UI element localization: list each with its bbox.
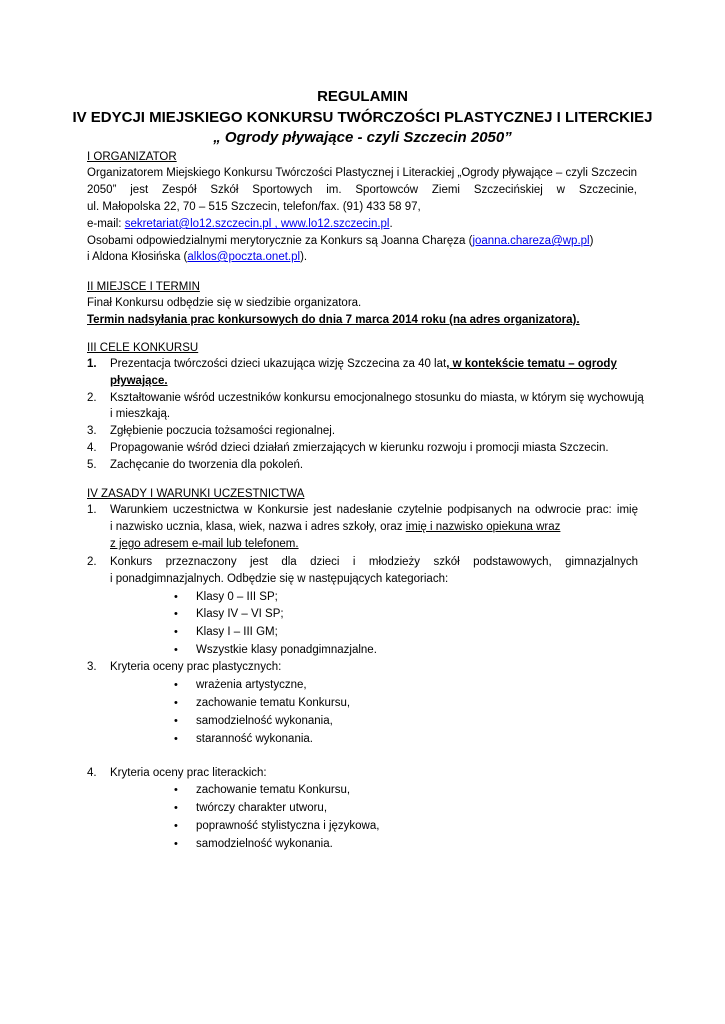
organizer-address: ul. Małopolska 22, 70 – 515 Szczecin, telefon/fax. (91) 433 58 97, <box>87 201 421 213</box>
rule-number: 1. <box>87 504 97 516</box>
rule-1-line-2 <box>110 519 638 536</box>
section-heading-place-date: II MIEJSCE I TERMIN <box>87 281 200 293</box>
category-item: Klasy 0 – III SP; <box>196 591 278 603</box>
category-item: Klasy IV – VI SP; <box>196 608 284 620</box>
organizer-line-1: Organizatorem Miejskiego Konkursu Twórczości Plastycznej i Literackiej „Ogrody pływające – czyli Szczecin <box>87 167 638 179</box>
document-title: REGULAMIN <box>317 88 408 105</box>
goal-number: 2. <box>87 392 97 404</box>
goal-item-4: Propagowanie wśród dzieci działań zmierzających w kierunku rozwoju i promocji miasta Szczecin. <box>110 442 609 454</box>
chareza-email-link[interactable]: joanna.chareza@wp.pl <box>472 235 590 247</box>
goal-item-2: Kształtowanie wśród uczestników konkursu emocjonalnego stosunku do miasta, w którym się wychowują <box>110 392 644 404</box>
rule-1-guardian: imię i nazwisko opiekuna wraz <box>405 521 561 533</box>
goal-1-emphasis: , w kontekście tematu – ogrody <box>446 358 617 370</box>
bullet-dot: • <box>174 733 178 745</box>
rule-3-heading: Kryteria oceny prac plastycznych: <box>110 661 282 673</box>
goal-number: 3. <box>87 425 97 437</box>
bullet-dot: • <box>174 838 178 850</box>
rule-1-text: i nazwisko ucznia, klasa, wiek, nazwa i adres szkoły, oraz <box>110 521 406 533</box>
section-heading-rules: IV ZASADY I WARUNKI UCZESTNICTWA <box>87 488 305 500</box>
email-suffix: . <box>389 218 393 230</box>
rule-2-line-1: Konkurs przeznaczony jest dla dzieci i młodzieży szkół podstawowych, gimnazjalnych <box>110 556 638 568</box>
goal-item-1 <box>110 356 638 373</box>
document-subtitle: IV EDYCJI MIEJSKIEGO KONKURSU TWÓRCZOŚCI PLASTYCZNEJ I LITERCKIEJ <box>72 109 653 126</box>
responsible-persons-line <box>87 233 593 250</box>
organizer-line-2: 2050” jest Zespół Szkół Sportowych im. Sportowców Ziemi Szczecińskiej w Szczecinie, <box>87 184 637 196</box>
section-heading-goals: III CELE KONKURSU <box>87 342 199 354</box>
bullet-dot: • <box>174 644 178 656</box>
final-location: Finał Konkursu odbędzie się w siedzibie organizatora. <box>87 297 362 309</box>
goal-item-3: Zgłębienie poczucia tożsamości regionalnej. <box>110 425 336 437</box>
section-heading-organizer: I ORGANIZATOR <box>87 151 177 163</box>
goal-2-continuation: i mieszkają. <box>110 408 171 420</box>
rule-number: 2. <box>87 556 97 568</box>
bullet-dot: • <box>174 608 178 620</box>
bullet-dot: • <box>174 697 178 709</box>
paren-close: ). <box>300 251 308 263</box>
criteria-item: wrażenia artystyczne, <box>196 679 307 691</box>
goal-1-text: Prezentacja twórczości dzieci ukazująca wizję Szczecina za 40 lat <box>110 358 447 370</box>
criteria-item: staranność wykonania. <box>196 733 313 745</box>
goal-1-continuation: pływające. <box>110 375 168 387</box>
criteria-item: poprawność stylistyczna i językowa, <box>196 820 380 832</box>
criteria-item: zachowanie tematu Konkursu, <box>196 697 351 709</box>
submission-deadline: Termin nadsyłania prac konkursowych do dnia 7 marca 2014 roku (na adres organizatora). <box>87 314 580 326</box>
criteria-item: twórczy charakter utworu, <box>196 802 328 814</box>
bullet-dot: • <box>174 626 178 638</box>
criteria-item: zachowanie tematu Konkursu, <box>196 784 351 796</box>
rule-4-heading: Kryteria oceny prac literackich: <box>110 767 267 779</box>
goal-item-5: Zachęcanie do tworzenia dla pokoleń. <box>110 459 304 471</box>
category-item: Wszystkie klasy ponadgimnazjalne. <box>196 644 377 656</box>
goal-number: 4. <box>87 442 97 454</box>
responsible-persons-line-2 <box>87 249 307 266</box>
rule-number: 3. <box>87 661 97 673</box>
bullet-dot: • <box>174 802 178 814</box>
criteria-item: samodzielność wykonania. <box>196 838 333 850</box>
rule-2-line-2: i ponadgimnazjalnych. Odbędzie się w następujących kategoriach: <box>110 573 449 585</box>
rule-1-line-1: Warunkiem uczestnictwa w Konkursie jest nadesłanie czytelnie podpisanych na odwrocie prac: imię <box>110 504 638 516</box>
bullet-dot: • <box>174 820 178 832</box>
document-theme: „ Ogrody pływające - czyli Szczecin 2050” <box>213 129 512 146</box>
email-label: e-mail: <box>87 218 125 230</box>
criteria-item: samodzielność wykonania, <box>196 715 333 727</box>
email-website-link[interactable]: sekretariat@lo12.szczecin.pl , www.lo12.szczecin.pl <box>124 218 390 230</box>
bullet-dot: • <box>174 679 178 691</box>
rule-number: 4. <box>87 767 97 779</box>
responsible-text: Osobami odpowiedzialnymi merytorycznie za Konkurs są Joanna Charęza ( <box>87 235 473 247</box>
klosinska-text: i Aldona Kłosińska ( <box>87 251 188 263</box>
category-item: Klasy I – III GM; <box>196 626 278 638</box>
rule-1-line-3: z jego adresem e-mail lub telefonem. <box>110 538 299 550</box>
paren-close: ) <box>589 235 594 247</box>
goal-number: 5. <box>87 459 97 471</box>
bullet-dot: • <box>174 591 178 603</box>
klosinska-email-link[interactable]: alklos@poczta.onet.pl <box>187 251 301 263</box>
goal-number: 1. <box>87 358 97 370</box>
bullet-dot: • <box>174 784 178 796</box>
bullet-dot: • <box>174 715 178 727</box>
organizer-email-line <box>87 216 393 233</box>
